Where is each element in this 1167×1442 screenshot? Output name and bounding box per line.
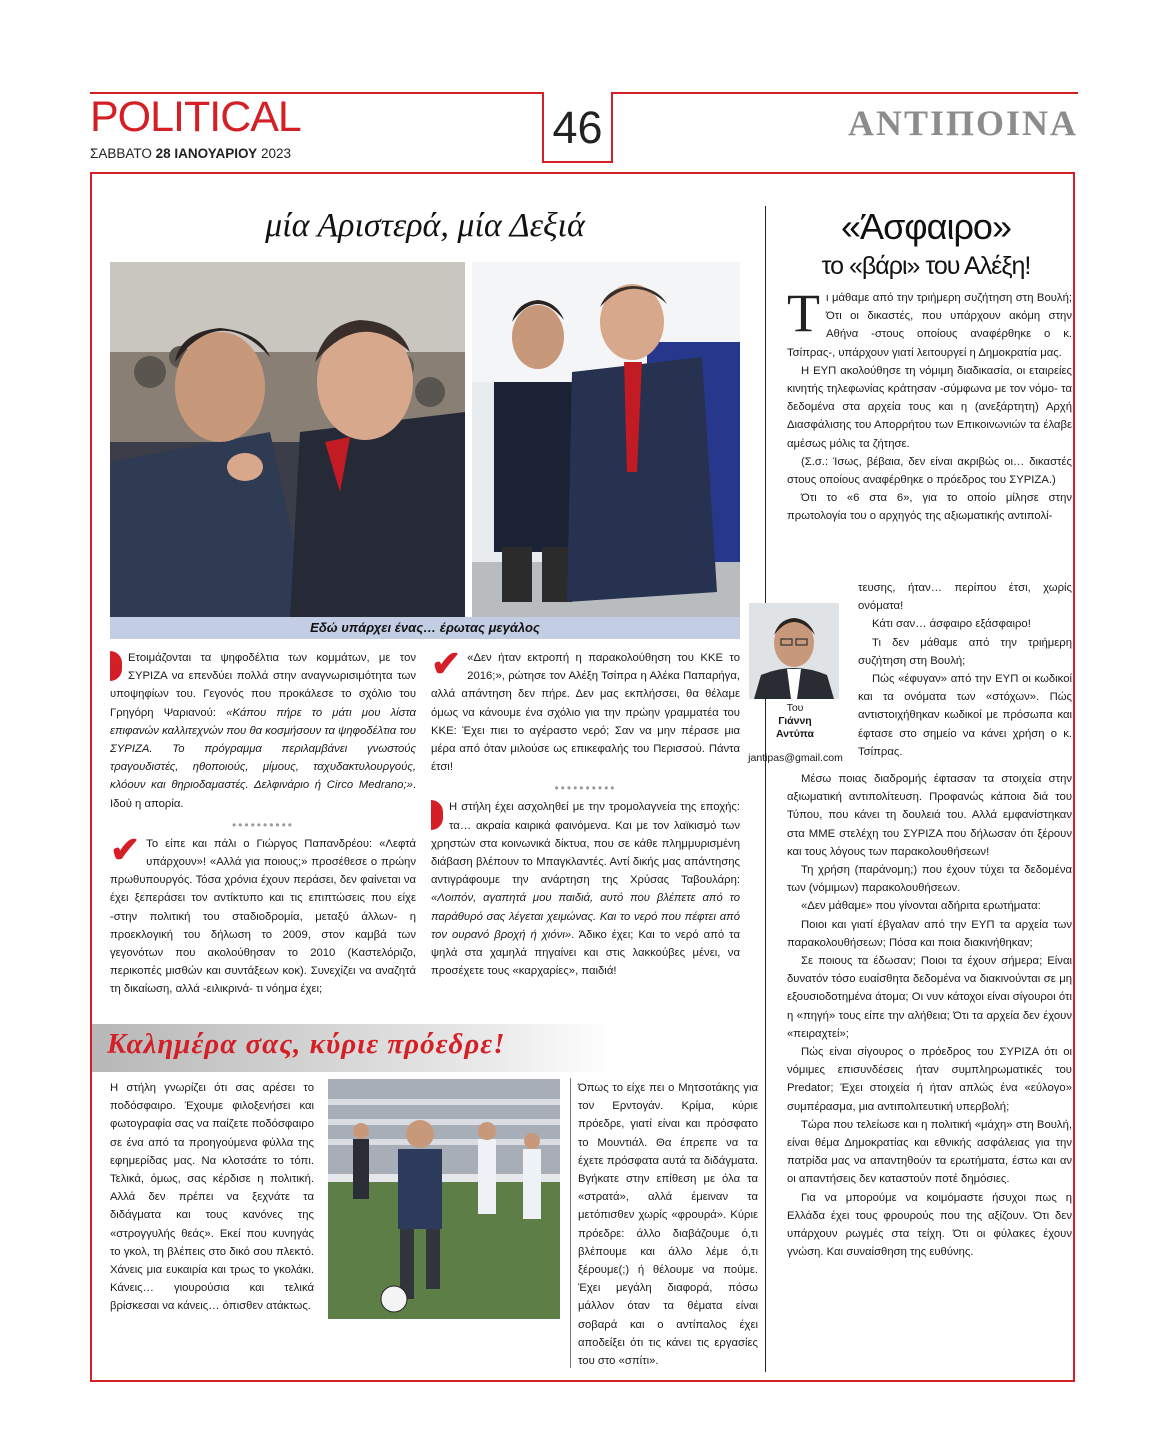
right-column-inset [858,579,1072,761]
paragraph-6of6-cont: τευσης, ήταν… περίπου έτσι, χωρίς ονόματα! [858,582,1072,613]
checkmark-icon: ✔ [110,828,141,870]
photo-caption: Εδώ υπάρχει ένας… έρωτας μεγάλος [110,617,740,639]
publication-brand: POLITICAL [90,93,301,141]
right-column-bottom [787,770,1072,1261]
column-divider [765,206,766,1372]
paragraph-questions: «Δεν μάθαμε» που γίνονται αδήριτα ερωτήματα: [801,900,1041,913]
page-number: 46 [542,92,613,163]
author-photo [749,603,839,699]
paragraph-closing: Για να μπορούμε να κοιμόμαστε ήσυχοι πως η Ελλάδα έχει τους φρουρούς που της αξίζουν. Ότι δεν υπάρχουν ρωγμές στα τείχη. Ότι οι φύλακες έχουν γνώση. Και συναίσθηση της ευθύνης. [787,1191,1072,1259]
paragraph-papariga: ✔ «Δεν ήταν εκτροπή η παρακολούθηση του ΚΚΕ το 2016;», ρώτησε τον Αλέξη Τσίπρα η Αλέκα Παπαρήγα, αλλά απάντηση δεν πήρε. Δεν μας εκπλήσσει, θα θέλαμε όμως να κάνουμε ένα σχόλιο για την πρώην γραμματέα του ΚΚΕ: Έχει πιει το αγέραστο νερό; Σαν να μην πέρασε μια μέρα από όταν μιλούσε ως επικεφαλής του Περισσού. Πάντα έτσι! [431,643,740,774]
photo-hug [110,262,465,618]
right-story-title: «Άσφαιρο» [841,206,1011,247]
drop-cap: Τ [787,283,820,343]
right-story-subtitle: το «βάρι» του Αλέξη! [821,252,1031,280]
photo-standing [472,262,740,618]
separator-dots: •••••••••• [554,781,617,796]
paragraph-psarianos: Ετοιμάζονται τα ψηφοδέλτια των κομμάτων, με τον ΣΥΡΙΖΑ να επενδύει πολλά στην αναγνωρισιμότητα των υποψηφίων του. Γεγονός που προκάλεσε το σχόλιο του Γρηγόρη Ψαριανού: «Κάπου πήρε το μάτι μου λίστα επιφανών καλλιτεχνών που θα κοσμήσουν τα ψηφοδέλτια του ΣΥΡΙΖΑ. Το πρόγραμμα περιλαμβάνει γνωστούς τραγουδιστές, ηθοποιούς, μίμους, ταχυδακτυλουργούς, κλόουν και θηριοδαμαστές. Δελφινάριο ή Circo Medrano;». Ιδού η απορία. [110,652,416,810]
paragraph-whom: Σε ποιους τα έδωσαν; Ποιοι τα έχουν σήμερα; Είναι δυνατόν τόσο ευαίσθητα δεδομένα να διακινούνται σε μη εξουσιοδοτημένα άτομα; Οι νυν κάτοχοι είναι σίγουροι ότι η «πηγή» τους είπε την αλήθεια; Ότι τα αρχεία δεν έχουν «πειραχτεί»; [787,955,1072,1040]
paragraph-weather: Η στήλη έχει ασχοληθεί με την τρομολαγνεία της εποχής: τα… ακραία καιρικά φαινόμενα. Και με τον λαϊκισμό των χρηστών στα κοινωνικά δίκτυα, που σε κάθε πλημμυρισμένη διάβαση βλέπουν το Μπαγκλαντές. Αντί δικής μας απάντησης αντιγράφουμε την ανάρτηση της Χρύσας Ταβουλάρη: «Λοιπόν, αγαπητά μου παιδιά, αυτό που βλέπετε από το παράθυρό σας λέγεται χειμώνας. Και το νερό που πέφτει από τον ουρανό βροχή ή χιόνι». Άδικο έχει; Και το νερό από τα ψηλά στα χαμηλά πηγαίνει και στις λακκούβες μένει, να προσέχετε τους «καρχαρίες», παιδιά! [431,801,740,978]
paragraph-who: Ποιοι και γιατί έβγαλαν από την ΕΥΠ τα αρχεία των παρακολουθήσεων; Πόσα και ποια διακινήθηκαν; [787,918,1072,949]
separator-dots: •••••••••• [231,817,294,832]
bottom-story-title: Καλημέρα σας, κύριε πρόεδρε! [107,1028,506,1060]
right-column-top [787,283,1072,526]
paragraph-codes: Πώς «έφυγαν» από την ΕΥΠ οι κωδικοί και τα ονόματα των «στόχων». Πώς αντιστοιχήθηκαν κωδικοί με πρόσωπα και έφτασε στο σημείο να κάνει χρήση ο κ. Τσίπρας. [858,673,1072,758]
paragraph-democracy: Τώρα που τελείωσε και η πολιτική «μάχη» στη Βουλή, είναι θέμα Δημοκρατίας και εθνικής ασφάλειας για την πατρίδα μας να απαντηθούν τα ερωτήματα, έστω και αν οι απαντήσεις δεν καταστούν ποτέ δημόσιες. [787,1118,1072,1186]
bottom-left-text: Η στήλη γνωρίζει ότι σας αρέσει το ποδόσφαιρο. Έχουμε φιλοξενήσει και φωτογραφία σας να παίζετε ποδόσφαιρο σε ένα από τα προηγούμενα φύλλα της εφημερίδας μας. Να κλοτσάτε το τόπι. Τελικά, όμως, σας κέρδισε η πολιτική. Αλλά δεν πρέπει να ξεχνάτε τα διδάγματα και τους κανόνες της «στρογγυλής θεάς». Εκεί που κυνηγάς το γκολ, τη βλέπεις στο δικό σου πλεκτό. Χάνεις μια ευκαιρία και τρως το γκολάκι. Κάνεις… γιουρούσια και τελικά βρίσκεσαι να κάνεις… όπισθεν ατάκτως. [110,1082,314,1313]
author-email[interactable]: jantipas@gmail.com [748,752,843,764]
paragraph-predator: Πώς είναι σίγουρος ο πρόεδρος του ΣΥΡΙΖΑ ότι οι νόμιμες επισυνδέσεις ήταν συμπληρωματικές του Predator; Έχει στοιχεία ή ήταν απλώς ένα «εύλογο» συμπέρασμα, μια αντιπολιτευτική υπερβολή; [787,1046,1072,1113]
photo-football [328,1079,560,1319]
drop-marker [431,800,443,830]
bottom-left-column [110,1079,314,1316]
drop-marker [110,651,122,681]
paragraph-eyp: Η ΕΥΠ ακολούθησε τη νόμιμη διαδικασία, οι εταιρείες κινητής τηλεφωνίας κράτησαν -σύμφωνα με τον νόμο- τα δεδομένα στα αρχεία τους και η (ανεξάρτητη) Αρχή Διασφάλισης του Απορρήτου των Επικοινωνιών τα έλαβε αμέσως μόλις τα ζήτησε. [787,364,1072,450]
left-story-title: μία Αριστερά, μία Δεξιά [265,207,585,244]
paragraph-6of6: Ότι το «6 στα 6», για το οποίο μίλησε στην πρωτολογία του ο αρχηγός της αξιωματικής αντιπολί- [787,492,1072,523]
issue-date: ΣΑΒΒΑΤΟ 28 ΙΑΝΟΥΑΡΙΟΥ 2023 [90,146,291,161]
author-first-name: Γιάννη [778,715,812,727]
paragraph-blank: Κάτι σαν… άσφαιρο εξάσφαιρο! [872,618,1031,631]
paragraph-not-learned: Τι δεν μάθαμε από την τριήμερη συζήτηση στη Βουλή; [858,636,1072,667]
bottom-right-text: Όπως το είχε πει ο Μητσοτάκης για τον Ερντογάν. Κρίμα, κύριε πρόεδρε, γιατί είναι και πρόσφατο το Μουντιάλ. Θα έπρεπε να τα έχετε πρόσφατα αυτά τα διδάγματα. Βγήκατε στην επίθεση με όλα τα «στρατά», αλλά έμειναν τα μετόπισθεν χωρίς «φρουρά». Κύριε πρόεδρε: άλλο διαβάζουμε ό,τι βλέπουμε και άλλο λέμε ό,τι ξέρουμε(;) ή θέλουμε να πούμε. Έχει μεγάλη διαφορά, πόσω μάλλον όταν τα θέματα είναι σοβαρά και ο αντίπαλος έχει αποδείξει ότι τις κάνει τις εργασίες του στο «σπίτι». [578,1082,758,1368]
paragraph-use: Τη χρήση (παράνομη;) που έχουν τύχει τα δεδομένα των (νόμιμων) παρακολουθήσεων. [787,864,1072,895]
checkmark-icon: ✔ [431,643,462,684]
bottom-right-column [578,1079,758,1370]
paragraph-route: Μέσω ποιας διαδρομής έφτασαν τα στοιχεία στην αξιωματική αντιπολίτευση. Προφανώς κάποια διά του Τύπου, που κάνει τη δουλειά του. Αλλά εμφανίστηκαν στα ΜΜΕ στελέχη του ΣΥΡΙΖΑ που δήλωσαν ότι ξέρουν και τους λόγους των παρακολουθήσεων! [787,773,1072,858]
paragraph-note: (Σ.σ.: Ίσως, βέβαια, δεν είναι ακριβώς οι… δικαστές στους οποίους αναφέρθηκε ο πρόεδρος του ΣΥΡΙΖΑ.) [787,455,1072,487]
byline-prefix: Του [786,702,804,714]
left-column-1 [110,649,416,999]
author-byline [752,702,838,741]
paragraph-papandreou: ✔ Το είπε και πάλι ο Γιώργος Παπανδρέου: «Λεφτά υπάρχουν»! «Αλλά για ποιους;» προσέθεσε ο πρώην πρωθυπουργός. Τόσα χρόνια έχουν περάσει, δεν φαίνεται να έχει ξεπεράσει τον αντίκτυπο και τις επιπτώσεις που είχε -στην πολιτική του σταδιοδρομία, μεταξύ άλλων- η προεκλογική του δήλωση το 2009, στον καμβά των γεγονότων που ακολούθησαν το 2010 (Καστελόριζο, περικοπές μισθών και συντάξεων κοκ). Συνεχίζει να αναζητά τη δικαίωση, αλλά -ειλικρινά- τι νόημα έχει; [110,828,416,996]
bottom-divider [570,1078,571,1368]
left-column-2 [431,643,740,980]
paragraph-opening: Τι μάθαμε από την τριήμερη συζήτηση στη Βουλή; Ότι οι δικαστές, που υπάρχουν ακόμη στην Αθήνα -στους οποίους αναφέρθηκε ο κ. Τσίπρας-, υπάρχουν γιατί λειτουργεί η Δημοκρατία μας. [787,283,1072,359]
author-last-name: Αντύπα [775,728,815,740]
section-title: ΑΝΤΙΠΟΙΝΑ [847,103,1078,143]
